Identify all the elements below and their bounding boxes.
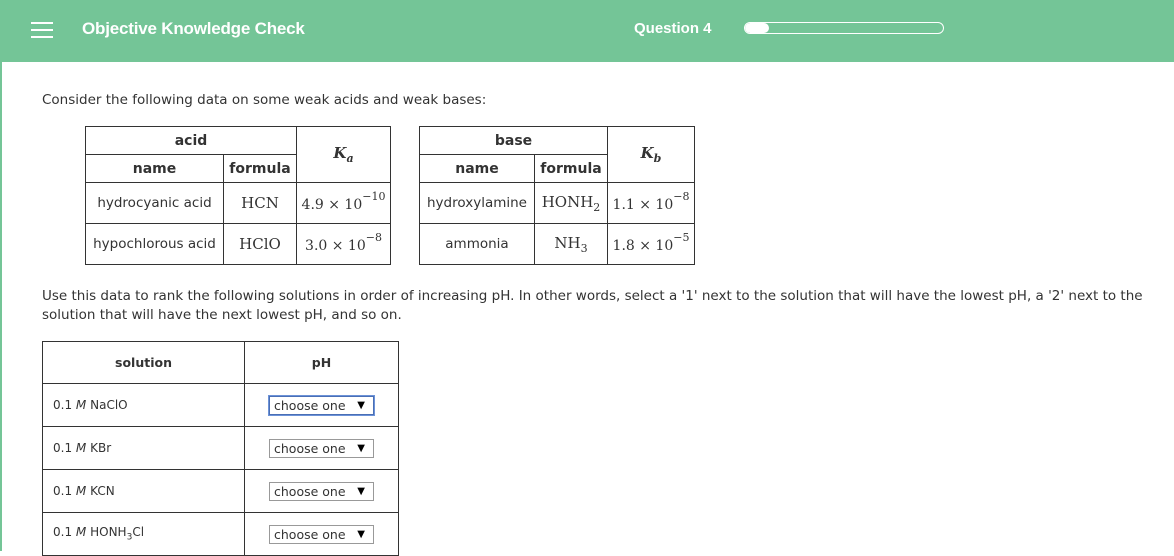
table-row: [43, 384, 399, 427]
ph-rank-cell: [245, 513, 399, 556]
acid-formula: HClO: [224, 224, 297, 265]
solution-label: 0.1 M $HONH_3Cl$: [43, 513, 245, 556]
base-name: ammonia: [420, 224, 535, 265]
ka-header: $K_a$: [297, 127, 391, 183]
table-row: [43, 470, 399, 513]
dropdown-arrow-icon: ▼: [357, 485, 365, 497]
progress-fill: [745, 23, 769, 33]
base-name-header: name: [420, 155, 535, 183]
base-formula: $HONH_2$: [535, 183, 608, 224]
kb-value: $1.8 \times 10^{-5}$: [608, 224, 695, 265]
acid-name: hydrocyanic acid: [86, 183, 224, 224]
acid-name: hypochlorous acid: [86, 224, 224, 265]
table-row: [420, 183, 695, 224]
ka-value: $3.0 \times 10^{-8}$: [297, 224, 391, 265]
acid-name-header: name: [86, 155, 224, 183]
question-label: Question 4: [634, 20, 712, 37]
ka-value: $4.9 \times 10^{-10}$: [297, 183, 391, 224]
table-row: [86, 183, 391, 224]
table-row: [86, 224, 391, 265]
kb-header: $K_b$: [608, 127, 695, 183]
kb-value: $1.1 \times 10^{-8}$: [608, 183, 695, 224]
ph-rank-select[interactable]: choose one ▼: [269, 396, 374, 415]
dropdown-arrow-icon: ▼: [357, 442, 365, 454]
ph-header: pH: [245, 342, 399, 384]
menu-icon[interactable]: [31, 20, 53, 40]
base-group-header: base: [420, 127, 608, 155]
base-name: hydroxylamine: [420, 183, 535, 224]
base-formula: $NH_3$: [535, 224, 608, 265]
question-prompt: Consider the following data on some weak acids and weak bases:: [42, 92, 487, 108]
table-row: [43, 427, 399, 470]
ranking-instructions: Use this data to rank the following solutions in order of increasing pH. In other words, select a '1' next to the solution that will have the lowest pH, a '2' next to the solution that will have the next lowest pH, and so on.: [42, 288, 1143, 323]
acid-formula-header: formula: [224, 155, 297, 183]
base-formula-header: formula: [535, 155, 608, 183]
base-data-table: [419, 126, 695, 265]
ph-rank-cell: [245, 427, 399, 470]
table-row: [420, 224, 695, 265]
left-accent-bar: [0, 62, 2, 551]
ph-rank-select[interactable]: choose one ▼: [269, 482, 374, 501]
ph-rank-select[interactable]: choose one ▼: [269, 439, 374, 458]
solution-label: 0.1 M NaClO: [43, 384, 245, 427]
acid-group-header: acid: [86, 127, 297, 155]
acid-data-table: [85, 126, 391, 265]
dropdown-arrow-icon: ▼: [357, 399, 365, 411]
table-row: [43, 513, 399, 556]
acid-formula: HCN: [224, 183, 297, 224]
solution-header: solution: [43, 342, 245, 384]
ph-rank-cell: [245, 384, 399, 427]
ph-rank-cell: [245, 470, 399, 513]
page-title: Objective Knowledge Check: [82, 19, 305, 38]
top-header-bar: [0, 0, 1174, 62]
ph-rank-select[interactable]: choose one ▼: [269, 525, 374, 544]
solution-label: 0.1 M KCN: [43, 470, 245, 513]
dropdown-arrow-icon: ▼: [357, 528, 365, 540]
ranking-table: [42, 341, 399, 556]
solution-label: 0.1 M KBr: [43, 427, 245, 470]
progress-bar: [744, 22, 944, 34]
